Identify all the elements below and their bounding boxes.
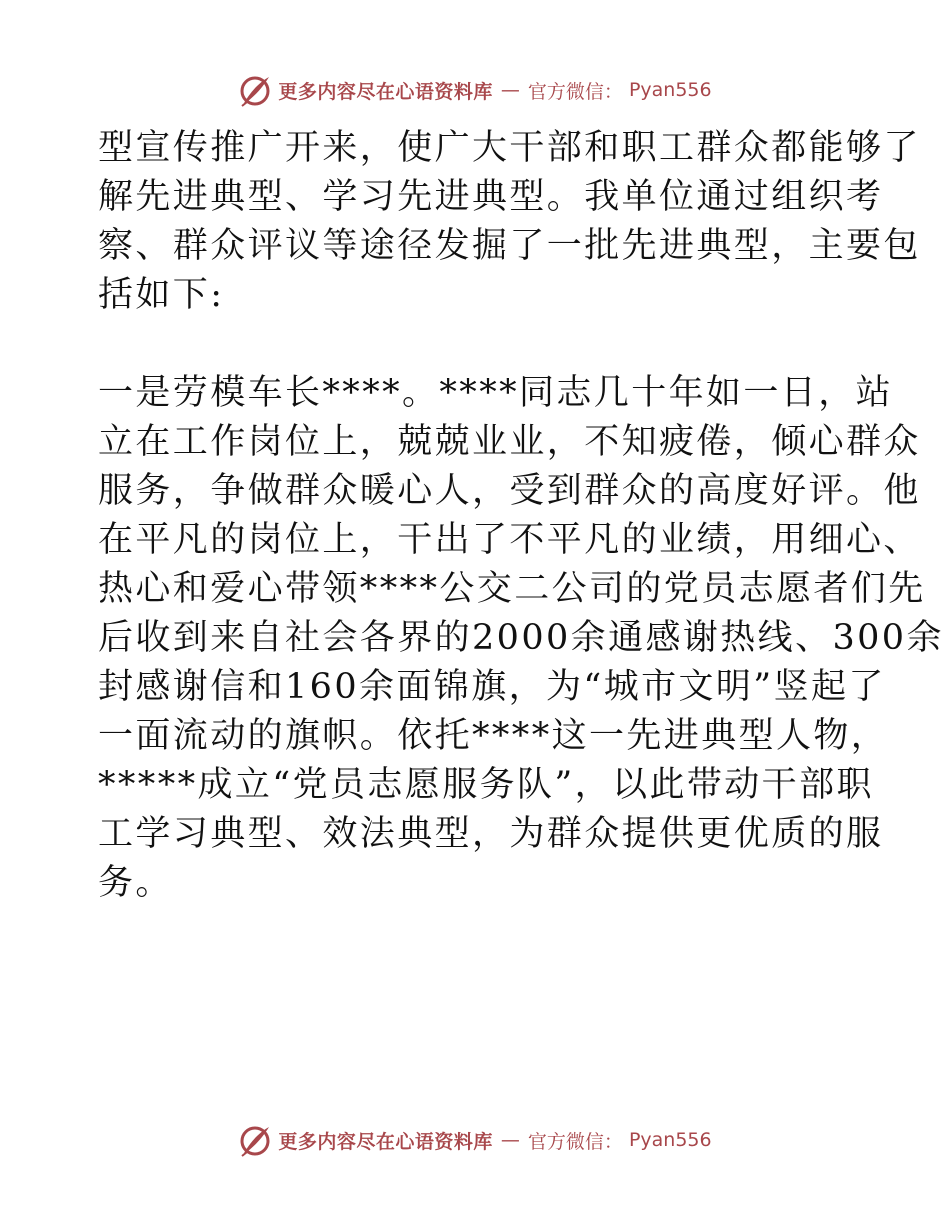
- paragraph-model-worker: [98, 369, 944, 908]
- watermark-separator: —: [500, 79, 520, 101]
- text-line: 工学习典型、效法典型，为群众提供更优质的服: [98, 814, 884, 854]
- feather-pen-logo-icon: [238, 73, 272, 107]
- text-line: 务。: [98, 863, 173, 903]
- text-line: 立在工作岗位上，兢兢业业，不知疲倦，倾心群众: [98, 422, 921, 462]
- watermark-wechat-id: Pyan556: [628, 1129, 712, 1151]
- text-line: *****成立“党员志愿服务队”，以此带动干部职: [98, 765, 874, 805]
- text-line: 括如下:: [98, 275, 225, 315]
- paragraph-gap: [98, 320, 858, 369]
- watermark-separator: —: [500, 1129, 520, 1151]
- feather-pen-logo-icon: [238, 1123, 272, 1157]
- header-watermark: [0, 70, 950, 110]
- watermark-main-text: 更多内容尽在心语资料库: [278, 1130, 493, 1153]
- text-line: 在平凡的岗位上，干出了不平凡的业绩，用细心、: [98, 520, 921, 560]
- document-body: [98, 124, 944, 908]
- text-line: 察、群众评议等途径发掘了一批先进典型，主要包: [98, 226, 921, 266]
- watermark-wechat-id: Pyan556: [628, 79, 712, 101]
- text-line: 一是劳模车长****。****同志几十年如一日，站: [98, 373, 894, 413]
- text-line: 服务，争做群众暖心人，受到群众的高度好评。他: [98, 471, 921, 511]
- paragraph-intro: [98, 124, 921, 320]
- text-line: 封感谢信和160余面锦旗，为“城市文明”竖起了: [98, 667, 886, 707]
- text-line: 热心和爱心带领****公交二公司的党员志愿者们先: [98, 569, 926, 609]
- watermark-wechat-label: 官方微信：: [527, 80, 623, 103]
- text-line: 解先进典型、学习先进典型。我单位通过组织考: [98, 177, 884, 217]
- watermark-main-text: 更多内容尽在心语资料库: [278, 80, 493, 103]
- footer-watermark: [0, 1120, 950, 1160]
- text-line: 后收到来自社会各界的2000余通感谢热线、300余: [98, 618, 944, 658]
- text-line: 一面流动的旗帜。依托****这一先进典型人物，: [98, 716, 889, 756]
- text-line: 型宣传推广开来，使广大干部和职工群众都能够了: [98, 128, 921, 168]
- watermark-wechat-label: 官方微信：: [527, 1130, 623, 1153]
